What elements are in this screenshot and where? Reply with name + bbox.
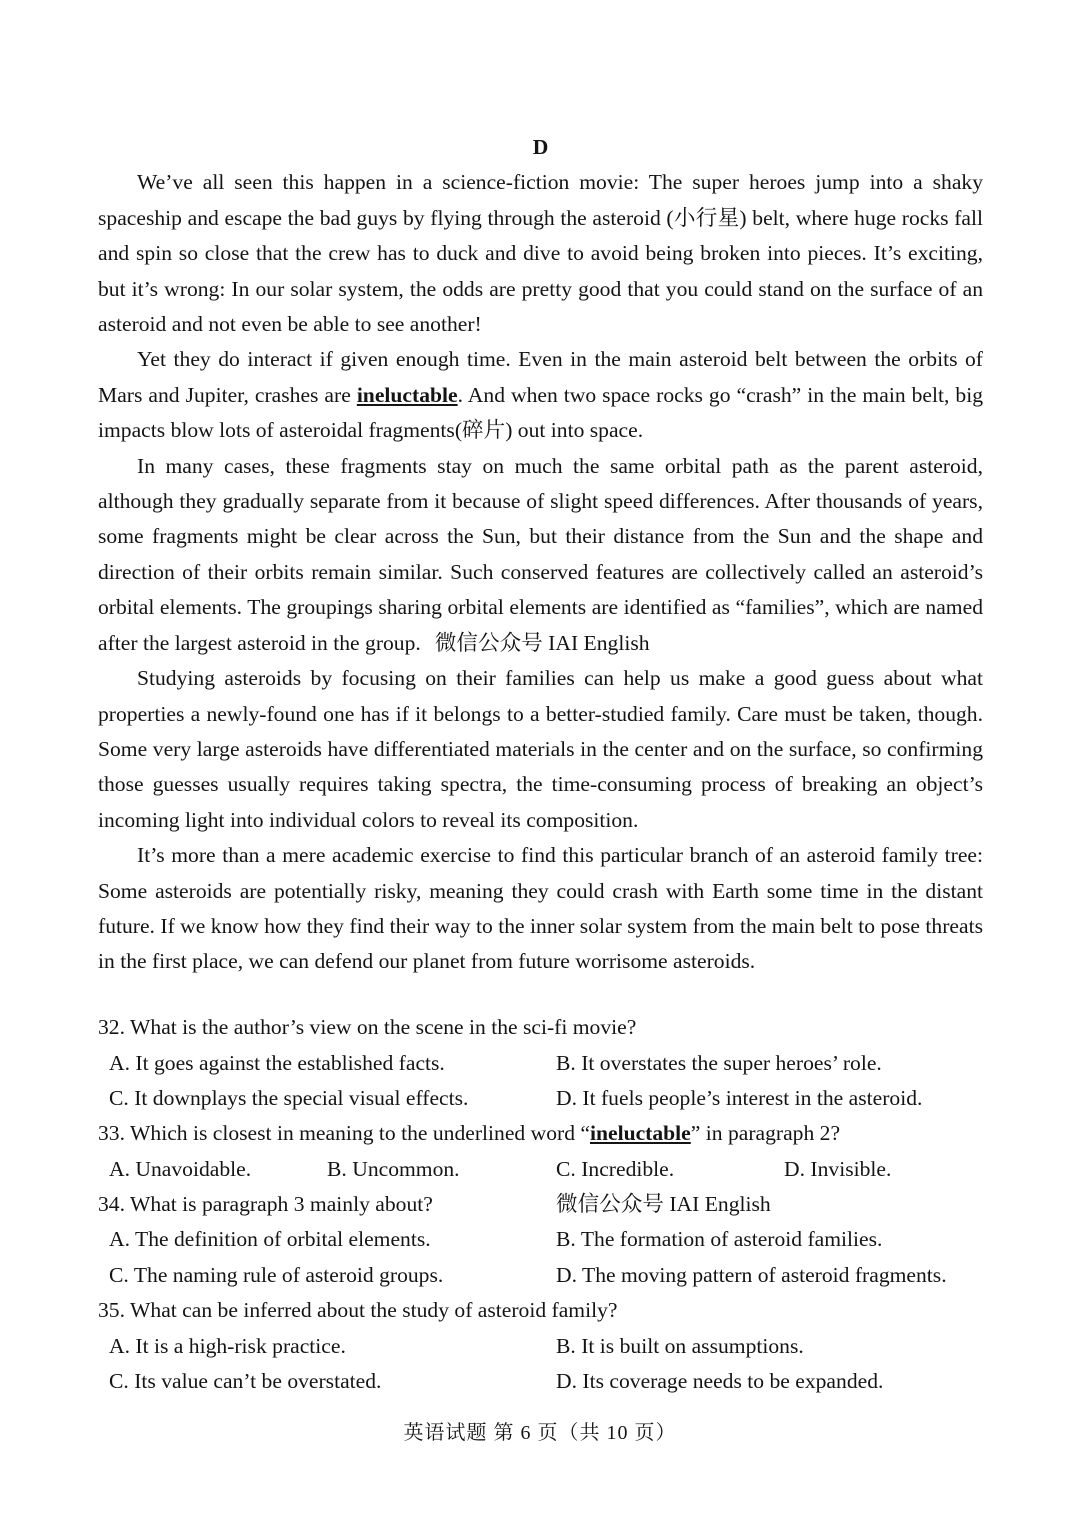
question-34-options-row-2 — [98, 1258, 983, 1293]
option-text: The definition of orbital elements. — [135, 1227, 431, 1252]
option-a — [109, 1152, 327, 1187]
option-label: D. — [784, 1156, 805, 1181]
option-text: The formation of asteroid families. — [580, 1227, 883, 1252]
option-text: Uncommon. — [352, 1156, 460, 1181]
option-text: Incredible. — [581, 1156, 675, 1181]
paragraph-2-text-before: Yet they do interact if given enough time. Even in the main asteroid belt between the orbits of Mars and Jupiter, crashes are — [98, 347, 983, 407]
option-c — [109, 1364, 556, 1399]
question-32-stem — [98, 1010, 983, 1045]
question-number: 33. — [98, 1121, 125, 1146]
option-text: Its value can’t be overstated. — [134, 1369, 382, 1394]
passage-paragraph-3 — [98, 449, 983, 661]
option-label: B. — [556, 1333, 576, 1358]
option-b — [556, 1222, 882, 1257]
question-text: What is the author’s view on the scene in the sci-fi movie? — [130, 1015, 637, 1040]
watermark-text: 微信公众号 IAI English — [434, 630, 650, 655]
option-label: A. — [109, 1156, 130, 1181]
option-b — [556, 1046, 882, 1081]
option-label: C. — [109, 1262, 129, 1287]
question-33-stem — [98, 1116, 983, 1151]
option-label: D. — [556, 1262, 577, 1287]
option-b — [327, 1152, 556, 1187]
option-label: B. — [556, 1050, 576, 1075]
option-a — [109, 1222, 556, 1257]
paragraph-3-text: In many cases, these fragments stay on much the same orbital path as the parent asteroid, although they gradually separate from it because of slight speed differences. After thousands of years, some fragments might be clear across the Sun, but their distance from the Sun and the shape and direction of their orbits remain similar. Such conserved features are collectively called an asteroid’s orbital elements. The groupings sharing orbital elements are identified as “families”, which are named after the largest asteroid in the group. — [98, 453, 983, 655]
question-34-options-row-1 — [98, 1222, 983, 1257]
option-d — [556, 1258, 947, 1293]
option-label: D. — [556, 1085, 577, 1110]
option-d — [784, 1152, 891, 1187]
question-list — [98, 1010, 983, 1399]
passage-paragraph-2 — [98, 342, 983, 448]
option-text: It fuels people’s interest in the asteroid. — [582, 1085, 923, 1110]
option-text: It overstates the super heroes’ role. — [581, 1050, 882, 1075]
reading-section — [98, 130, 983, 1399]
option-label: C. — [556, 1156, 576, 1181]
option-c — [109, 1081, 556, 1116]
option-text: It goes against the established facts. — [135, 1050, 445, 1075]
option-text: Invisible. — [810, 1156, 892, 1181]
option-text: Unavoidable. — [135, 1156, 252, 1181]
passage-paragraph-4: Studying asteroids by focusing on their families can help us make a good guess about what properties a newly-found one has if it belongs to a better-studied family. Care must be taken, though. Some very large asteroids have differentiated materials in the center and on the surface, so confirming those guesses usually requires taking spectra, the time-consuming process of breaking an object’s incoming light into individual colors to reveal its composition. — [98, 666, 983, 832]
passage-paragraph-1: We’ve all seen this happen in a science-fiction movie: The super heroes jump into a shaky spaceship and escape the bad guys by flying through the asteroid (小行星) belt, where huge rocks fall and spin so close that the crew has to duck and dive to avoid being broken into pieces. It’s exciting, but it’s wrong: In our solar system, the odds are pretty good that you could stand on the surface of an asteroid and not even be able to see another! — [98, 170, 983, 337]
option-label: B. — [327, 1156, 347, 1181]
underlined-keyword: ineluctable — [589, 1121, 691, 1146]
option-a — [109, 1329, 556, 1364]
question-text: What can be inferred about the study of asteroid family? — [130, 1298, 618, 1323]
question-text-before: Which is closest in meaning to the underlined word “ — [130, 1121, 590, 1146]
option-label: C. — [109, 1085, 129, 1110]
option-b — [556, 1329, 804, 1364]
option-a — [109, 1046, 556, 1081]
question-33-options-row — [98, 1152, 983, 1187]
option-text: It is built on assumptions. — [581, 1333, 804, 1358]
question-text: What is paragraph 3 mainly about? — [130, 1192, 433, 1217]
option-label: C. — [109, 1369, 129, 1394]
option-d — [556, 1364, 883, 1399]
underlined-keyword: ineluctable — [356, 382, 458, 407]
section-title: D — [532, 135, 549, 159]
question-number: 32. — [98, 1015, 125, 1040]
question-number: 35. — [98, 1298, 125, 1323]
option-text: The moving pattern of asteroid fragments. — [582, 1262, 947, 1287]
option-label: A. — [109, 1050, 130, 1075]
watermark-text: 微信公众号 IAI English — [556, 1192, 771, 1217]
option-label: A. — [109, 1333, 130, 1358]
option-c — [109, 1258, 556, 1293]
question-34-stem — [98, 1187, 983, 1222]
question-text-after: ” in paragraph 2? — [690, 1121, 841, 1146]
question-34-text-wrap — [98, 1187, 556, 1222]
option-label: D. — [556, 1369, 577, 1394]
option-label: A. — [109, 1227, 130, 1252]
option-text: Its coverage needs to be expanded. — [582, 1369, 884, 1394]
page-footer: 英语试题 第 6 页（共 10 页） — [403, 1422, 677, 1444]
option-c — [556, 1152, 784, 1187]
option-text: The naming rule of asteroid groups. — [133, 1262, 444, 1287]
question-32-options-row-1 — [98, 1046, 983, 1081]
option-label: B. — [556, 1227, 576, 1252]
option-d — [556, 1081, 922, 1116]
passage-paragraph-5: It’s more than a mere academic exercise to find this particular branch of an asteroid family tree: Some asteroids are potentially risky, meaning they could crash with Earth some time in the distant future. If we know how they find their way to the inner solar system from the main belt to pose threats in the first place, we can defend our planet from future worrisome asteroids. — [98, 843, 983, 974]
paragraph-2-text-after: . And when two space rocks go “crash” in the main belt, big impacts blow lots of asteroidal fragments(碎片) out into space. — [98, 382, 983, 443]
option-text: It is a high-risk practice. — [135, 1333, 346, 1358]
question-32-options-row-2 — [98, 1081, 983, 1116]
question-35-options-row-1 — [98, 1329, 983, 1364]
option-text: It downplays the special visual effects. — [134, 1085, 469, 1110]
question-number: 34. — [98, 1192, 125, 1217]
question-35-stem — [98, 1293, 983, 1328]
question-35-options-row-2 — [98, 1364, 983, 1399]
